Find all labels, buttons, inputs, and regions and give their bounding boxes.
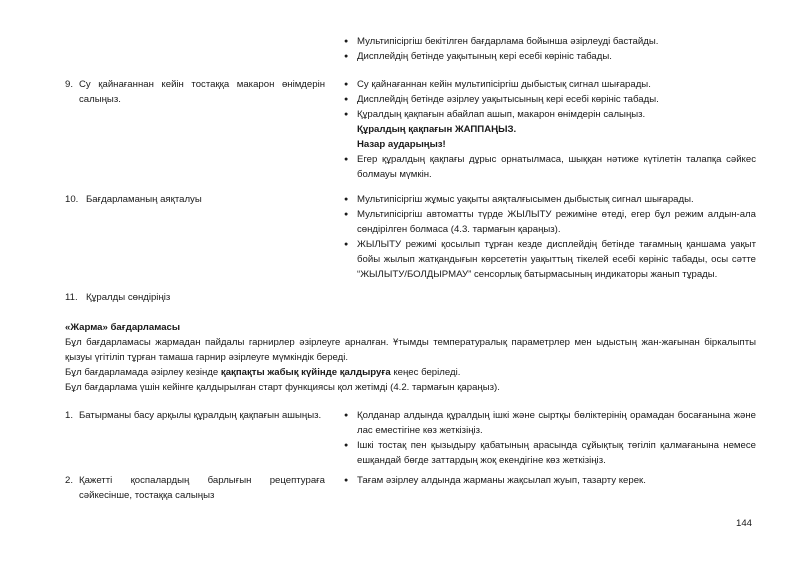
stepJ1-bullet-list xyxy=(342,408,756,468)
list-item: ● Ішкі тостақ пен қызыдыру қабатының арасында сұйықтық төгіліп қалмағанына немесе ешқандай бөгде заттардың жоқ екендігіне көз жеткізіңіз. xyxy=(342,438,756,468)
step-number: 11. xyxy=(65,292,78,303)
paragraph-text: Бұл бағдарламада әзірлеу кезінде xyxy=(65,367,221,378)
step-number: 1. xyxy=(65,410,74,421)
warning-close-lid: Құралдың қақпағын ЖАППАҢЫЗ. xyxy=(357,124,517,135)
section-paragraph: Бұл бағдарламасы жармадан пайдалы гарнирлер әзірлеуге арналған. Ұтымды температуралық параметрлер мен ыдыстың жан-жағынан біркалыпты қызуы үгітіліп тұрған тамаша гарнир әзірлеуге мүмкіндік береді. xyxy=(65,337,756,363)
paragraph-bold-text: қақпақты жабық күйінде қалдыруға xyxy=(220,367,391,378)
list-item: ● Дисплейдің бетінде уақытының кері есебі көрініс табады. xyxy=(342,49,756,64)
attention-note: Назар аударыңыз! xyxy=(357,139,446,150)
step-text: Батырманы басу арқылы құралдың қақпағын ашыңыз. xyxy=(79,410,322,421)
step-text: Қажетті қоспалардың барлығын рецептураға сәйкесінше, тостаққа салыңыз xyxy=(79,475,325,501)
list-item: ● Су қайнағаннан кейін мультипісіргіш дыбыстық сигнал шығарады. xyxy=(342,77,756,92)
step-text: Су қайнағаннан кейін тостаққа макарон өнімдерін салыңыз. xyxy=(79,79,325,105)
list-item: ● ЖЫЛЫТУ режимі қосылып тұрған кезде дисплейдің бетінде тағамның қаншама уақыт бойы жылып жатқандығын көрсететін уақыттың тікелей есебі көрініс табады, осы сәтте “ЖЫЛЫТУ/БОЛДЫРМАУ” сенсорлық батырмасының индикаторы жанып тұрады. xyxy=(342,237,756,282)
page-number: 144 xyxy=(736,518,753,529)
step-number: 9. xyxy=(65,79,74,90)
list-item: ● Дисплейдің бетінде әзірлеу уақытысының кері есебі көрініс табады. xyxy=(342,92,756,107)
section-paragraph xyxy=(65,365,756,380)
paragraph-text: кеңес беріледі. xyxy=(390,367,461,378)
section-paragraph: Бұл бағдарлама үшін кейінге қалдырылған старт функциясы қол жетімді (4.2. тармағын қараңыз). xyxy=(65,382,500,393)
section-title: «Жарма» бағдарламасы xyxy=(65,322,181,333)
step-number: 10. xyxy=(65,194,79,205)
step-number: 2. xyxy=(65,475,74,486)
list-item: ● Тағам әзірлеу алдында жарманы жақсылап жуып, тазарту керек. xyxy=(342,473,756,488)
stepJ2-bullet-list xyxy=(342,473,756,488)
list-item: ● Қолданар алдында құралдың ішкі және сыртқы бөліктерінің орамадан босағанына және лас еместігіне көз жеткізіңіз. xyxy=(342,408,756,438)
list-item: ● Мультипісіргіш автоматты түрде ЖЫЛЫТУ режиміне өтеді, егер бұл режим алдын-ала сөндірілген болмаса (4.3. тармағын қараңыз). xyxy=(342,207,756,237)
top-bullet-list xyxy=(342,34,756,64)
list-item: ● Мультипісіргіш бекітілген бағдарлама бойынша әзірлеуді бастайды. xyxy=(342,34,756,49)
step-text: Бағдарламаның аяқталуы xyxy=(86,194,202,205)
step9-bullet-list-2 xyxy=(342,152,756,182)
step-text: Құралды сөндіріңіз xyxy=(86,292,171,303)
step10-bullet-list xyxy=(342,192,756,282)
list-item: ● Егер құралдың қақпағы дұрыс орнатылмаса, шыққан нәтиже күтілетін талапқа сәйкес болмауы мүмкін. xyxy=(342,152,756,182)
step9-bullet-list xyxy=(342,77,756,122)
list-item: ● Мультипісіргіш жұмыс уақыты аяқталғысымен дыбыстық сигнал шығарады. xyxy=(342,192,756,207)
list-item: ● Құралдың қақпағын абайлап ашып, макарон өнімдерін салыңыз. xyxy=(342,107,756,122)
